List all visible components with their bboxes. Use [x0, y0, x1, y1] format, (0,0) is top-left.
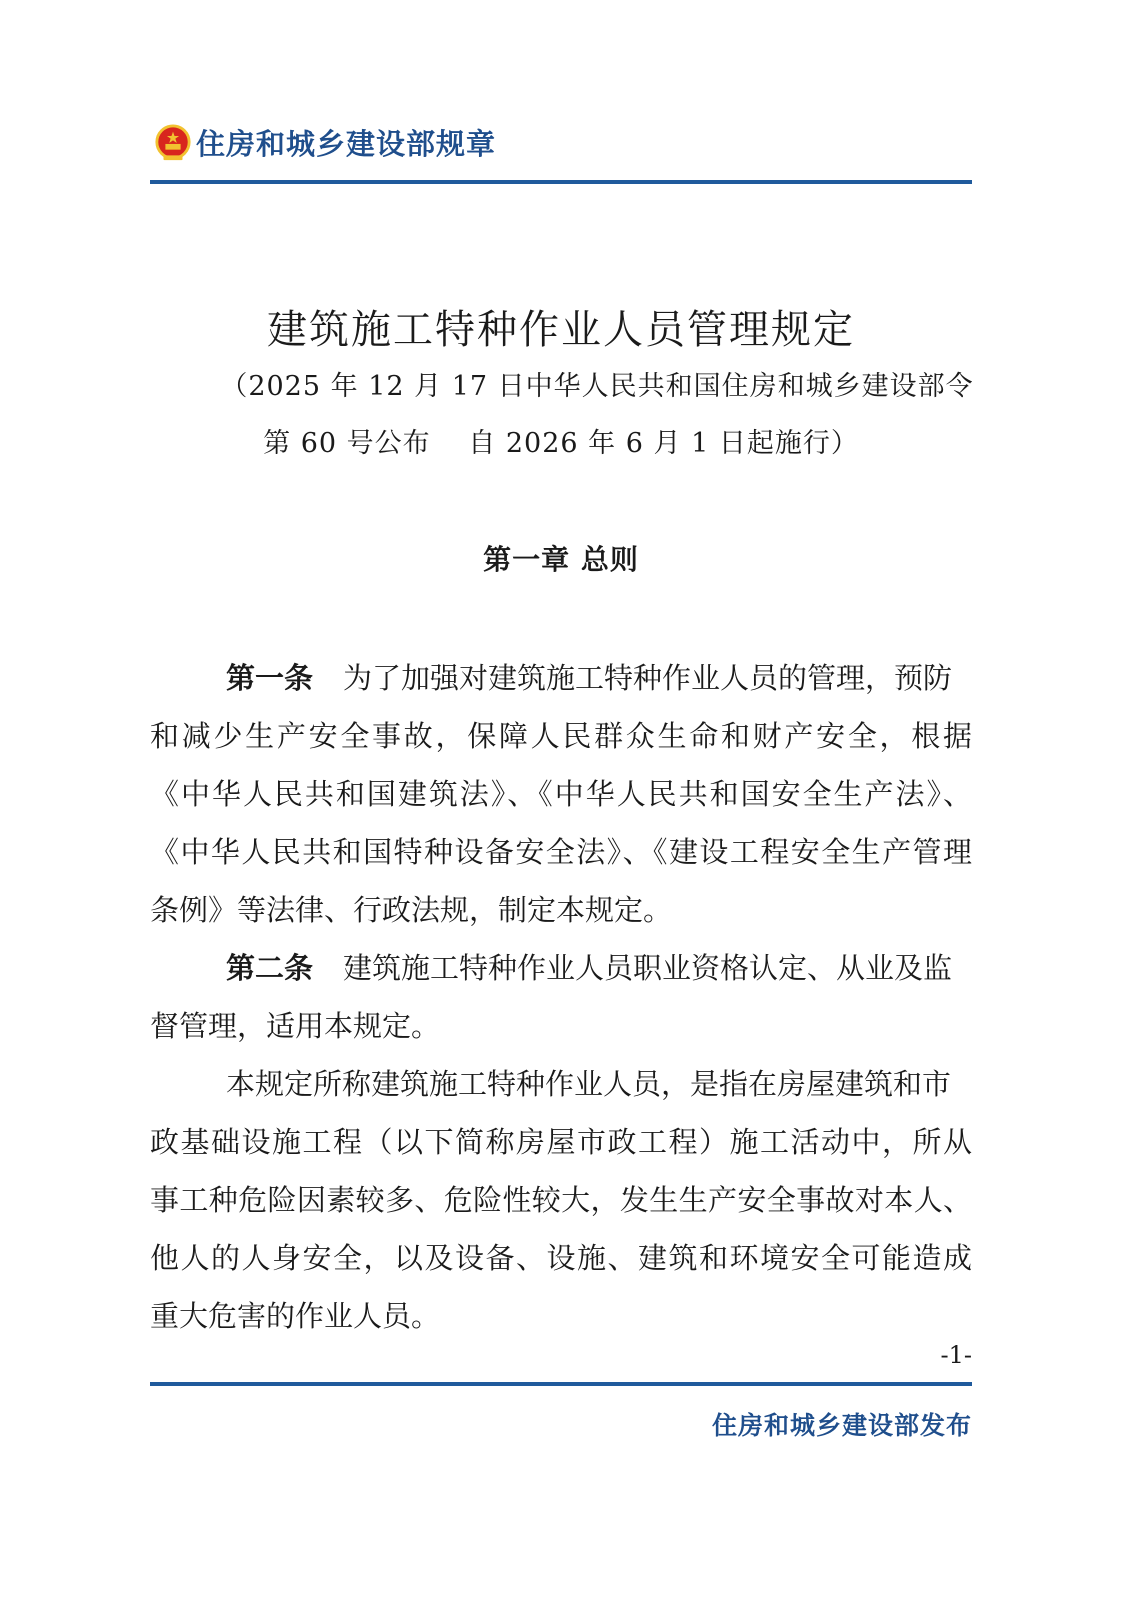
- chapter-heading: 第一章 总则: [483, 543, 639, 576]
- paragraph-line-2: 政基础设施工程（以下简称房屋市政工程）施工活动中，所从: [150, 1125, 972, 1159]
- article-2-line-2: 督管理，适用本规定。: [150, 1009, 441, 1043]
- article-label: 第二条: [226, 951, 314, 985]
- page-header: [150, 118, 972, 182]
- article-2-line-1: [150, 948, 972, 988]
- paragraph-line-3: 事工种危险因素较多、危险性较大，发生生产安全事故对本人、: [150, 1183, 972, 1217]
- article-1-line-1: [150, 658, 972, 698]
- header-divider: [150, 180, 972, 184]
- document-title: 建筑施工特种作业人员管理规定: [267, 307, 855, 353]
- footer-publisher: 住房和城乡建设部发布: [711, 1411, 972, 1440]
- article-1-line-4: 《中华人民共和国特种设备安全法》、《建设工程安全生产管理: [150, 835, 972, 869]
- paragraph-line-1: 本规定所称建筑施工特种作业人员，是指在房屋建筑和市: [226, 1067, 952, 1101]
- national-emblem-icon: [154, 124, 192, 162]
- promulgation-line-2: 第 60 号公布 自 2026 年 6 月 1 日起施行）: [263, 428, 859, 459]
- article-label: 第一条: [226, 661, 314, 695]
- paragraph-line-4: 他人的人身安全，以及设备、设施、建筑和环境安全可能造成: [150, 1241, 972, 1275]
- page-number: -1-: [940, 1341, 972, 1369]
- header-title: 住房和城乡建设部规章: [196, 127, 497, 161]
- article-1-line-3: 《中华人民共和国建筑法》、《中华人民共和国安全生产法》、: [150, 777, 972, 811]
- article-text: 为了加强对建筑施工特种作业人员的管理，预防: [343, 661, 953, 695]
- promulgation-line-1: （2025 年 12 月 17 日中华人民共和国住房和城乡建设部令: [220, 371, 974, 402]
- paragraph-line-5: 重大危害的作业人员。: [150, 1299, 441, 1333]
- footer-divider: [150, 1382, 972, 1386]
- article-1-line-2: 和减少生产安全事故，保障人民群众生命和财产安全，根据: [150, 719, 972, 753]
- article-text: 建筑施工特种作业人员职业资格认定、从业及监: [343, 951, 953, 985]
- article-1-line-5: 条例》等法律、行政法规，制定本规定。: [150, 893, 673, 927]
